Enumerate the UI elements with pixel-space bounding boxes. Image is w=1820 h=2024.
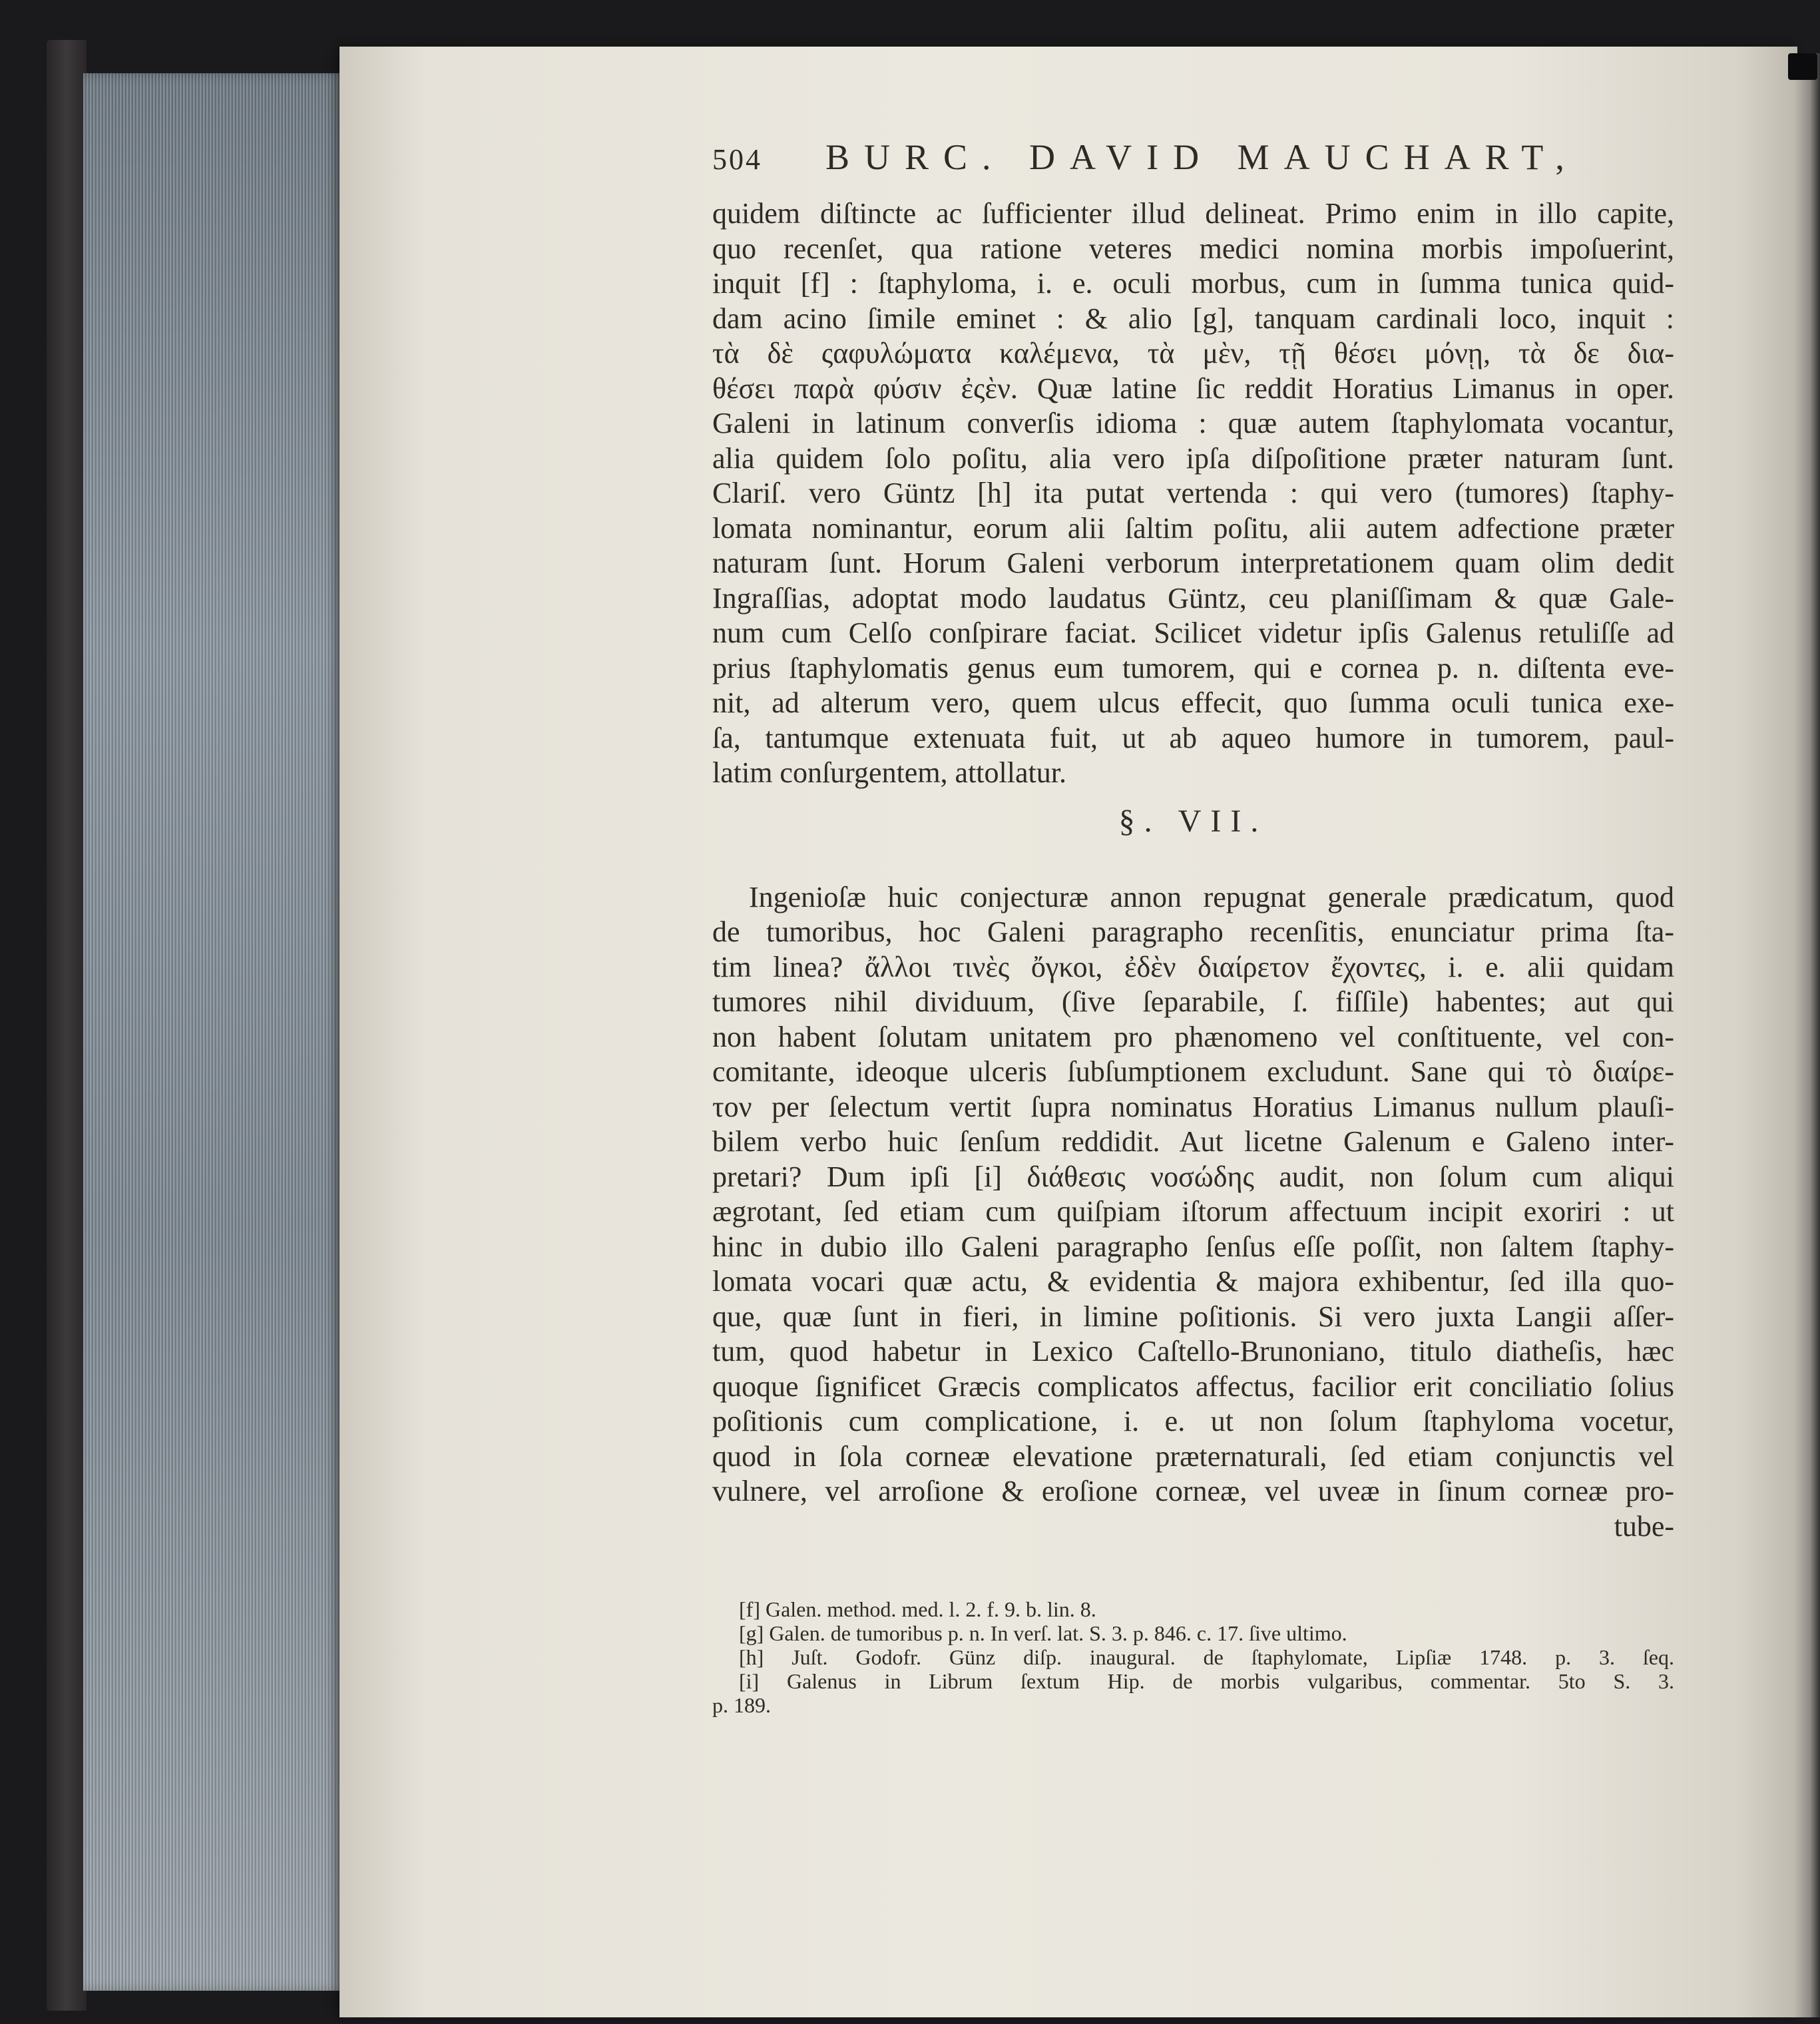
text-line: Clariſ. vero Güntz [h] ita putat vertenda : qui vero (tumores) ſtaphy- <box>712 477 1674 509</box>
facing-page-edge <box>1794 53 1820 2017</box>
text-line: alia quidem ſolo poſitu, alia vero ipſa diſpoſitione præter naturam ſunt. <box>712 441 1674 475</box>
page-tab <box>1788 53 1817 80</box>
text-line: non habent ſolutam unitatem pro phænomeno vel conſtituente, vel con- <box>712 1020 1674 1053</box>
text-line: quoque ſignificet Græcis complicatos affectus, facilior erit conciliatio ſolius <box>712 1370 1674 1403</box>
text-line: ſa, tantumque extenuata fuit, ut ab aqueo humore in tumorem, paul- <box>712 721 1674 754</box>
book-cover <box>47 40 87 2011</box>
text-line: lomata vocari quæ actu, & evidentia & majora exhibentur, ſed illa quo- <box>712 1265 1674 1298</box>
text-line: comitante, ideoque ulceris ſubſumptionem excludunt. Sane qui τὸ διαίρε- <box>712 1055 1674 1088</box>
text-line: quod in ſola corneæ elevatione præternaturali, ſed etiam conjunctis vel <box>712 1439 1674 1473</box>
footnote: [g] Galen. de tumoribus p. n. In verſ. lat. S. 3. p. 846. c. 17. ſive ultimo. <box>739 1621 1347 1645</box>
catchword: tube- <box>1614 1509 1674 1543</box>
text-line: poſitionis cum complicatione, i. e. ut non ſolum ſtaphyloma vocetur, <box>712 1405 1674 1437</box>
text-line: quidem diſtincte ac ſufficienter illud delineat. Primo enim in illo capite, <box>712 197 1674 230</box>
text-line: lomata nominantur, eorum alii ſaltim poſitu, alii autem adfectione præter <box>712 511 1674 545</box>
text-line: nit, ad alterum vero, quem ulcus effecit, quo ſumma oculi tunica exe- <box>712 686 1674 719</box>
text-line: θέσει παρὰ φύσιν ἐςὲν. Quæ latine ſic reddit Horatius Limanus in oper. <box>712 372 1674 405</box>
text-line: vulnere, vel arroſione & eroſione corneæ, vel uveæ in ſinum corneæ pro- <box>712 1475 1674 1507</box>
text-line: tum, quod habetur in Lexico Caſtello-Brunoniano, titulo diatheſis, hæc <box>712 1335 1674 1368</box>
text-line: quo recenſet, qua ratione veteres medici nomina morbis impoſuerint, <box>712 232 1674 265</box>
text-line: ægrotant, ſed etiam cum quiſpiam iſtorum affectuum incipit exoriri : ut <box>712 1195 1674 1228</box>
text-line: num cum Celſo conſpirare faciat. Scilicet videtur ipſis Galenus retuliſſe ad <box>712 617 1674 649</box>
footnote: [i] Galenus in Librum ſextum Hip. de morbis vulgaribus, commentar. 5to S. 3. <box>739 1669 1674 1693</box>
text-line: τον per ſelectum vertit ſupra nominatus Horatius Limanus nullum plauſi- <box>712 1090 1674 1123</box>
text-line: que, quæ ſunt in fieri, in limine poſitionis. Si vero juxta Langii aſſer- <box>712 1300 1674 1333</box>
text-line: tim linea? ἄλλοι τινὲς ὄγκοι, ἐδὲν διαίρετον ἔχοντες, i. e. alii quidam <box>712 950 1674 983</box>
text-line: de tumoribus, hoc Galeni paragrapho recenſitis, enunciatur prima ſta- <box>712 915 1674 948</box>
text-line: naturam ſunt. Horum Galeni verborum interpretationem quam olim dedit <box>712 547 1674 579</box>
text-line: latim conſurgentem, attollatur. <box>712 756 1066 789</box>
text-line: inquit [f] : ſtaphyloma, i. e. oculi morbus, cum in ſumma tunica quid- <box>712 267 1674 300</box>
text-line: tumores nihil dividuum, (ſive ſeparabile, ſ. fiſſile) habentes; aut qui <box>712 985 1674 1018</box>
paragraph-2 <box>712 880 1674 1545</box>
paragraph-1 <box>712 196 1674 791</box>
text-line: pretari? Dum ipſi [i] διάθεσις νοσώδης audit, non ſolum cum aliqui <box>712 1160 1674 1193</box>
footnote: [f] Galen. method. med. l. 2. f. 9. b. lin. 8. <box>739 1597 1096 1621</box>
text-line: prius ſtaphylomatis genus eum tumorem, qui e cornea p. n. diſtenta eve- <box>712 651 1674 684</box>
footnote: [h] Juſt. Godofr. Günz diſp. inaugural. de ſtaphylomate, Lipſiæ 1748. p. 3. ſeq. <box>739 1645 1674 1669</box>
running-title: BURC. DAVID MAUCHART, <box>825 137 1579 177</box>
footnote-continuation: p. 189. <box>712 1693 771 1717</box>
page-number: 504 <box>712 143 762 176</box>
section-heading: §. VII. <box>1118 803 1268 839</box>
text-block <box>712 136 1674 1717</box>
text-line: bilem verbo huic ſenſum reddidit. Aut licetne Galenum e Galeno inter- <box>712 1125 1674 1158</box>
text-line: dam acino ſimile eminet : & alio [g], tanquam cardinali loco, inquit : <box>712 302 1674 335</box>
text-line: Ingraſſias, adoptat modo laudatus Güntz, ceu planiſſimam & quæ Gale- <box>712 581 1674 615</box>
footnotes <box>712 1597 1674 1717</box>
page-edges <box>83 73 346 1991</box>
text-line: Galeni in latinum converſis idioma : quæ autem ſtaphylomata vocantur, <box>712 407 1674 439</box>
text-line: Ingenioſæ huic conjecturæ annon repugnat generale prædicatum, quod <box>749 880 1674 913</box>
page-header <box>712 136 1674 196</box>
text-line: hinc in dubio illo Galeni paragrapho ſenſus eſſe poſſit, non ſaltem ſtaphy- <box>712 1230 1674 1263</box>
text-line: τὰ δὲ ςαφυλώματα καλέμενα, τὰ μὲν, τῇ θέσει μόνῃ, τὰ δε δια- <box>712 337 1674 370</box>
